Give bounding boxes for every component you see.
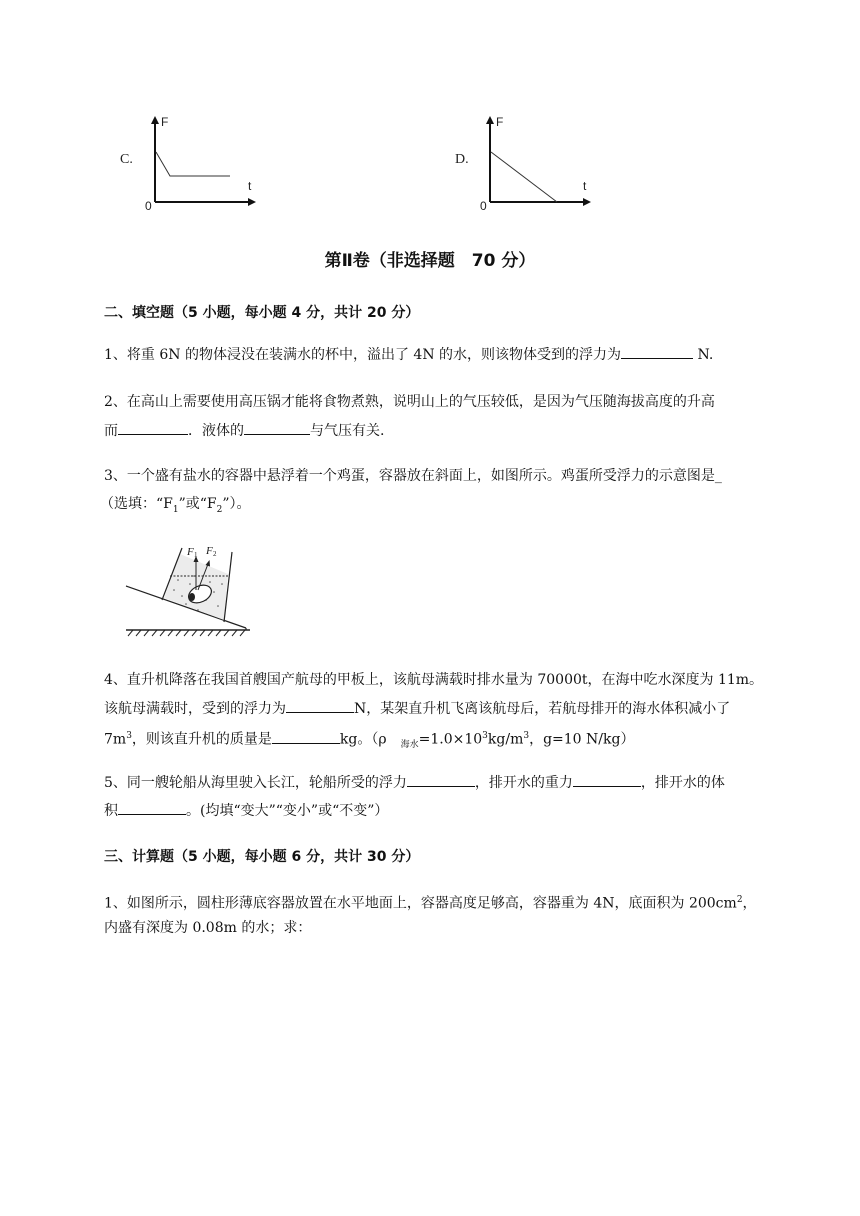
fig-f2-sub: 2 [213,550,217,558]
q3-text-a: （选填：“F [100,496,173,512]
c1-text-a: 1、如图所示，圆柱形薄底容器放置在水平地面上，容器高度足够高，容器重为 4N，底面积为 200cm [104,895,737,912]
graph-option-d [445,112,605,212]
q5-blank-1 [407,772,475,787]
fig-f1-sub: 1 [194,551,198,559]
q5-blank-2 [573,772,641,787]
q5-text-a: 5、同一艘轮船从海里驶入长江，轮船所受的浮力 [104,775,407,791]
fill-in-heading: 二、填空题（5 小题，每小题 4 分，共计 20 分） [104,305,420,321]
q4-sup-1: 3 [126,731,132,741]
c1-sup: 2 [736,895,743,905]
question-2-line-2 [104,420,384,441]
q1-blank [621,344,693,359]
question-5-line-2 [104,800,388,821]
q5-blank-3 [118,800,186,815]
q3-sub-1: 1 [172,504,179,515]
q4-text-d: ，则该直升机的质量是 [131,731,272,748]
q2-text-a: 而 [104,423,118,439]
q4-text-g: kg/m [487,731,524,748]
graph-c-x-label: t [248,179,252,193]
graph-c-origin: 0 [145,199,152,212]
q1-unit: N. [693,347,714,363]
graph-c-y-label: F [161,115,169,129]
q3-text-b: ”或“F [178,496,217,512]
graph-d-origin: 0 [480,199,487,212]
q2-text-b: ．液体的 [188,423,244,439]
q4-sup-2: 3 [482,731,488,741]
graph-d-y-label: F [496,115,504,129]
q2-blank-1 [118,420,188,435]
c1-text-b: ， [742,895,757,912]
calc-question-1-line-1 [104,890,757,914]
q1-text: 1、将重 6N 的物体浸没在装满水的杯中，溢出了 4N 的水，则该物体受到的浮力为 [104,347,622,363]
q5-text-d: 积 [104,803,118,819]
q4-text-c: 7m [104,731,127,748]
option-c-label: C. [120,152,133,167]
fig-f2-label: F [206,545,213,557]
section-title: 第Ⅱ卷（非选择题 70 分） [324,251,536,271]
q4-text-a: 该航母满载时，受到的浮力为 [104,701,286,717]
incline-container-figure [124,540,254,640]
question-5-line-1 [104,772,725,793]
graph-c-plot [110,112,270,212]
q4-blank-2 [272,729,340,744]
q4-text-h: ，g=10 N/kg） [529,731,635,748]
q5-text-b: ，排开水的重力 [474,775,573,791]
question-3-line-1: 3、一个盛有盐水的容器中悬浮着一个鸡蛋，容器放在斜面上，如图所示。鸡蛋所受浮力的示意图是_ [104,468,722,484]
question-1 [104,344,713,365]
question-3-line-2 [100,494,251,520]
q4-text-f: =1.0×10 [418,731,483,748]
q3-text-c: ”）。 [222,496,251,512]
question-4-line-3 [104,726,634,755]
calculation-heading: 三、计算题（5 小题，每小题 6 分，共计 30 分） [104,849,420,865]
q2-text-c: 与气压有关. [310,423,385,439]
q5-text-c: ，排开水的体 [640,775,725,791]
graph-d-plot [445,112,605,212]
fig-f1-label: F [187,546,194,558]
q4-text-e: kg。（ρ [339,731,387,748]
q4-blank-1 [286,698,354,713]
question-4-line-1: 4、直升机降落在我国首艘国产航母的甲板上，该航母满载时排水量为 70000t，在海中吃水深度为 11m。 [104,672,764,688]
q3-sub-2: 2 [216,504,223,515]
graph-d-x-label: t [583,179,587,193]
question-2-line-1: 2、在高山上需要使用高压锅才能将食物煮熟，说明山上的气压较低，是因为气压随海拔高度的升高 [104,394,715,410]
q2-blank-2 [244,420,310,435]
graph-option-c [110,112,270,212]
question-4-line-2 [104,698,730,719]
calc-question-1-line-2: 内盛有深度为 0.08m 的水；求： [104,920,312,936]
q5-text-e: 。(均填“变大”“变小”或“不变”） [186,803,389,819]
q4-sub-sea: 海水 [400,740,419,751]
q4-text-b: N，某架直升机飞离该航母后，若航母排开的海水体积减小了 [354,701,731,717]
q4-sup-3: 3 [523,731,530,741]
option-d-label: D. [455,152,469,167]
